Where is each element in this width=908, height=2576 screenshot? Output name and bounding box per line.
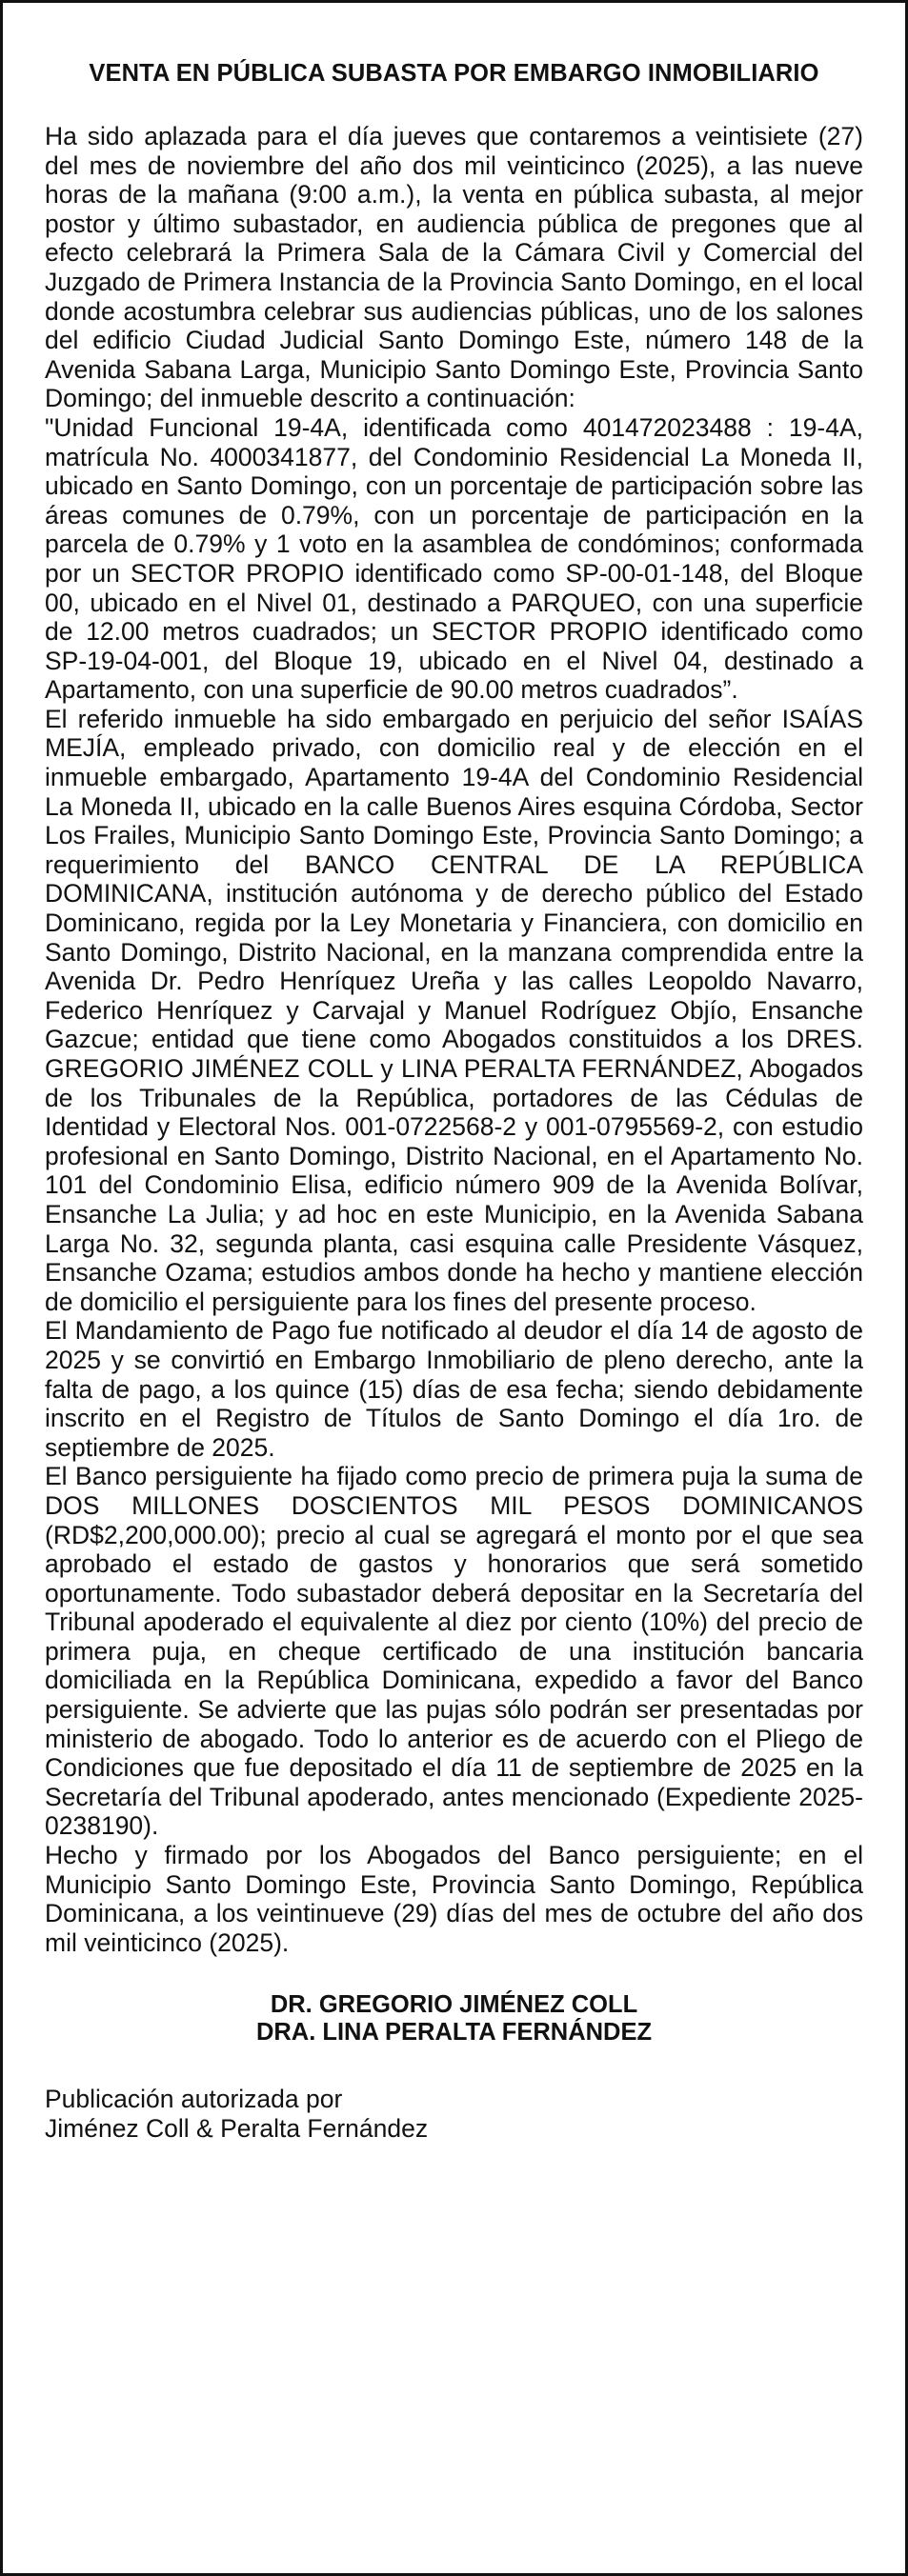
footer-firm-name: Jiménez Coll & Peralta Fernández (45, 2114, 429, 2143)
notice-content (45, 58, 863, 2144)
signature-gregorio-jimenez-coll: DR. GREGORIO JIMÉNEZ COLL (270, 1991, 638, 2019)
footer-authorized-line: Publicación autorizada por (45, 2085, 343, 2114)
paragraph-property-description: "Unidad Funcional 19-4A, identificada como 401472023488 : 19-4A, matrícula No. 4000341877, del Condominio Residencial La Moneda II, ubicado en Santo Domingo, con un porcentaje de participación sobre las áreas comunes de 0.79%, con un porcentaje de participación en la parcela de 0.79% y 1 voto en la asamblea de condóminos; conformada por un SECTOR PROPIO identificado como SP-00-01-148, del Bloque 00, ubicado en el Nivel 01, destinado a PARQUEO, con una superficie de 12.00 metros cuadrados; un SECTOR PROPIO identificado como SP-19-04-001, del Bloque 19, ubicado en el Nivel 04, destinado a Apartamento, con una superficie de 90.00 metros cuadrados”. (45, 412, 863, 705)
signature-block (45, 1991, 863, 2047)
paragraph-parties: El referido inmueble ha sido embargado en perjuicio del señor ISAÍAS MEJÍA, empleado privado, con domicilio real y de elección en el inmueble embargado, Apartamento 19-4A del Condominio Residencial La Moneda II, ubicado en la calle Buenos Aires esquina Córdoba, Sector Los Frailes, Municipio Santo Domingo Este, Provincia Santo Domingo; a requerimiento del BANCO CENTRAL DE LA REPÚBLICA DOMINICANA, institución autónoma y de derecho público del Estado Dominicano, regida por la Ley Monetaria y Financiera, con domicilio en Santo Domingo, Distrito Nacional, en la manzana comprendida entre la Avenida Dr. Pedro Henríquez Ureña y las calles Leopoldo Navarro, Federico Henríquez y Carvajal y Manuel Rodríguez Objío, Ensanche Gazcue; entidad que tiene como Abogados constituidos a los DRES. GREGORIO JIMÉNEZ COLL y LINA PERALTA FERNÁNDEZ, Abogados de los Tribunales de la República, portadores de las Cédulas de Identidad y Electoral Nos. 001-0722568-2 y 001-0795569-2, con estudio profesional en Santo Domingo, Distrito Nacional, en el Apartamento No. 101 del Condominio Elisa, edificio número 909 de la Avenida Bolívar, Ensanche La Julia; y ad hoc en este Municipio, en la Avenida Sabana Larga No. 32, segunda planta, casi esquina calle Presidente Vásquez, Ensanche Ozama; estudios ambos donde ha hecho y mantiene elección de domicilio el persiguiente para los fines del presente proceso. (45, 704, 863, 1316)
signature-lina-peralta-fernandez: DRA. LINA PERALTA FERNÁNDEZ (255, 2019, 653, 2047)
paragraph-auction-price: El Banco persiguiente ha fijado como precio de primera puja la suma de DOS MILLONES DOSCIENTOS MIL PESOS DOMINICANOS (RD$2,200,000.00); precio al cual se agregará el monto por el que sea aprobado el estado de gastos y honorarios que será sometido oportunamente. Todo subastador deberá depositar en la Secretaría del Tribunal apoderado el equivalente al diez por ciento (10%) del precio de primera puja, en cheque certificado de una institución bancaria domiciliada en la República Dominicana, expedido a favor del Banco persiguiente. Se advierte que las pujas sólo podrán ser presentadas por ministerio de abogado. Todo lo anterior es de acuerdo con el Pliego de Condiciones que fue depositado el día 11 de septiembre de 2025 en la Secretaría del Tribunal apoderado, antes mencionado (Expediente 2025-0238190). (45, 1462, 863, 1841)
publication-footer (45, 2085, 863, 2143)
paragraph-postponement: Ha sido aplazada para el día jueves que contaremos a veintisiete (27) del mes de noviembre del año dos mil veinticinco (2025), a las nueve horas de la mañana (9:00 a.m.), la venta en pública subasta, al mejor postor y último subastador, en audiencia pública de pregones que al efecto celebrará la Primera Sala de la Cámara Civil y Comercial del Juzgado de Primera Instancia de la Provincia Santo Domingo, en el local donde acostumbra celebrar sus audiencias públicas, uno de los salones del edificio Ciudad Judicial Santo Domingo Este, número 148 de la Avenida Sabana Larga, Municipio Santo Domingo Este, Provincia Santo Domingo; del inmueble descrito a continuación: (45, 122, 863, 413)
paragraph-signed-statement: Hecho y firmado por los Abogados del Banco persiguiente; en el Municipio Santo Domingo Este, Provincia Santo Domingo, República Dominicana, a los veintinueve (29) días del mes de octubre del año dos mil veinticinco (2025). (45, 1841, 863, 1957)
paragraph-payment-order: El Mandamiento de Pago fue notificado al deudor el día 14 de agosto de 2025 y se convirtió en Embargo Inmobiliario de pleno derecho, ante la falta de pago, a los quince (15) días de esa fecha; siendo debidamente inscrito en el Registro de Títulos de Santo Domingo el día 1ro. de septiembre de 2025. (45, 1316, 863, 1462)
notice-title: VENTA EN PÚBLICA SUBASTA POR EMBARGO INMOBILIARIO (89, 60, 819, 87)
